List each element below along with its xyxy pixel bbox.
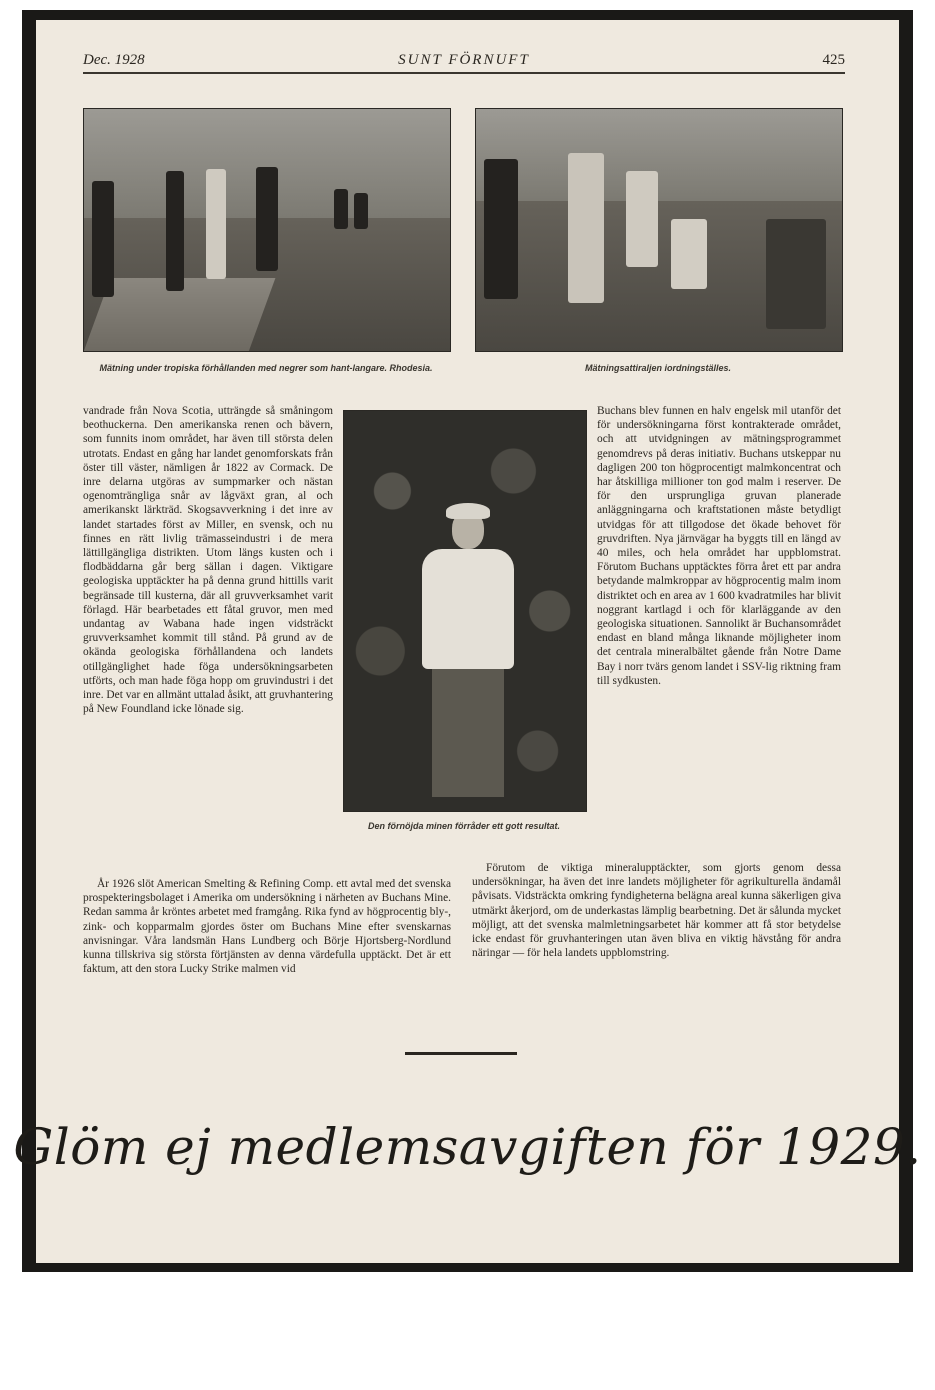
article-column-right-top [597, 404, 841, 852]
header-rule [83, 72, 845, 74]
paragraph: Buchans blev funnen en halv engelsk mil utanför det för undersökningarna först kontrakterade området, och att utvidgningen av mätningsprogrammet genomdrevs på deras initiativ. Buchans utskeppar nu dagligen 200 ton högprocentigt malmkoncentrat och har åtskilliga millioner ton god malm i reserver. De för den ursprungliga gruvan planerade anläggningarna och kraftstationen måste betydligt utvidgas för att tillgodose det ökade behovet för gruvdriften. Nya järnvägar ha byggts till en längd av 40 miles, och hela området har uppblomstrat. Förutom Buchans upptäcktes förra året ett par andra betydande malmkroppar av högprocentig malm inom distriktet och en area av 1 600 kvadratmiles har blivit noggrant kartlagd i och för klarläggande av den geologiska situationen. Sannolikt är Buchansområdet endast en bland många liknande möjligheter inom det centrala mineralbältet gående från Notre Dame Bay i norr tvärs genom landet i SSV-lig riktning fram till sydkusten. [597, 405, 841, 687]
section-divider [405, 1052, 517, 1055]
issue-date: Dec. 1928 [83, 52, 145, 68]
article-column-left-bottom [83, 877, 451, 976]
page-number: 425 [822, 52, 845, 68]
article-column-left-top [83, 404, 333, 874]
caption-photo1: Mätning under tropiska förhållanden med negrer som hant-langare. Rhodesia. [99, 363, 433, 373]
paragraph: År 1926 slöt American Smelting & Refining Comp. ett avtal med det svenska prospekteringsbolaget i Amerika om undersökning i närheten av Buchans Mine. Redan samma år kröntes arbetet med framgång. Rika fynd av högprocentig bly-, zink- och kopparmalm gjordes öster om Buchans Mine efter svenskarnas anvisningar. Våra landsmän Hans Lundberg och Börje Hjortsberg-Nordlund kunna tillskriva sig största förtjänsten av denna värdefulla upptäckt. Det är ett faktum, att den stora Lucky Strike malmen vid [83, 878, 451, 976]
membership-reminder: Glöm ej medlemsavgiften för 1929. [13, 1118, 922, 1176]
article-column-right-bottom [472, 861, 841, 960]
caption-photo2: Mätningsattiraljen iordningställes. [584, 363, 732, 373]
magazine-title: SUNT FÖRNUFT [398, 52, 530, 68]
photo-satisfied-miner [343, 410, 587, 812]
photo-equipment-setup [475, 108, 843, 352]
caption-photo3: Den förnöjda minen förråder ett gott resultat. [367, 821, 560, 831]
page-header [83, 52, 845, 80]
paragraph: vandrade från Nova Scotia, utträngde så småningom beothuckerna. Den amerikanska renen och bävern, som funnits inom området, har även till största delen utrotats. Endast en gång har landet genomforskats från öster till väster, nämligen år 1822 av Cormack. De inre delarna utgöras av sumpmarker och nästan ogenomträngliga snår av lågväxt gran, al och amerikanskt lärkträd. Skogsavverkning i det inre av landet startades först av Miller, en svensk, och nu finnes en rätt livlig trämasseindustri i de mera lättillgängliga distrikten. Utom längs kusten och i flodbäddarna går berg sällan i dagen. Viktigare geologiska upptäckter ha på denna grund hittills varit begränsade till kusterna, där all gruvverksamhet varit förlagd. Här bearbetades ett fåtal gruvor, men med undantag av Wabana hade ingen vidsträckt gruvverksamhet kommit till stånd. På grund av de okända geologiska förhållandena och landets otillgänglighet hade föga undersökningsarbeten utförts, och man hade föga hopp om gruvindustri i det inre. Det var en allmänt uttalad åsikt, att gruvhantering på New Foundland icke lönade sig. [83, 405, 333, 716]
photo-measurement-rhodesia [83, 108, 451, 352]
paragraph: Förutom de viktiga mineralupptäckter, som gjorts genom dessa undersökningar, ha även det inre landets möjligheter för agrikulturella ändamål påvisats. Vidsträckta omkring fyndigheterna belägna areal kunna säkerligen giva utmärkt åkerjord, om de underkastas lämplig bearbetning. Det är sålunda mycket möjligt, att det svenska malmletningsarbetet här kommer att få stor betydelse icke endast för gruvhanteringen utan även bliva en viktig hävstång för andra näringar — för hela landets uppblomstring. [472, 862, 841, 960]
